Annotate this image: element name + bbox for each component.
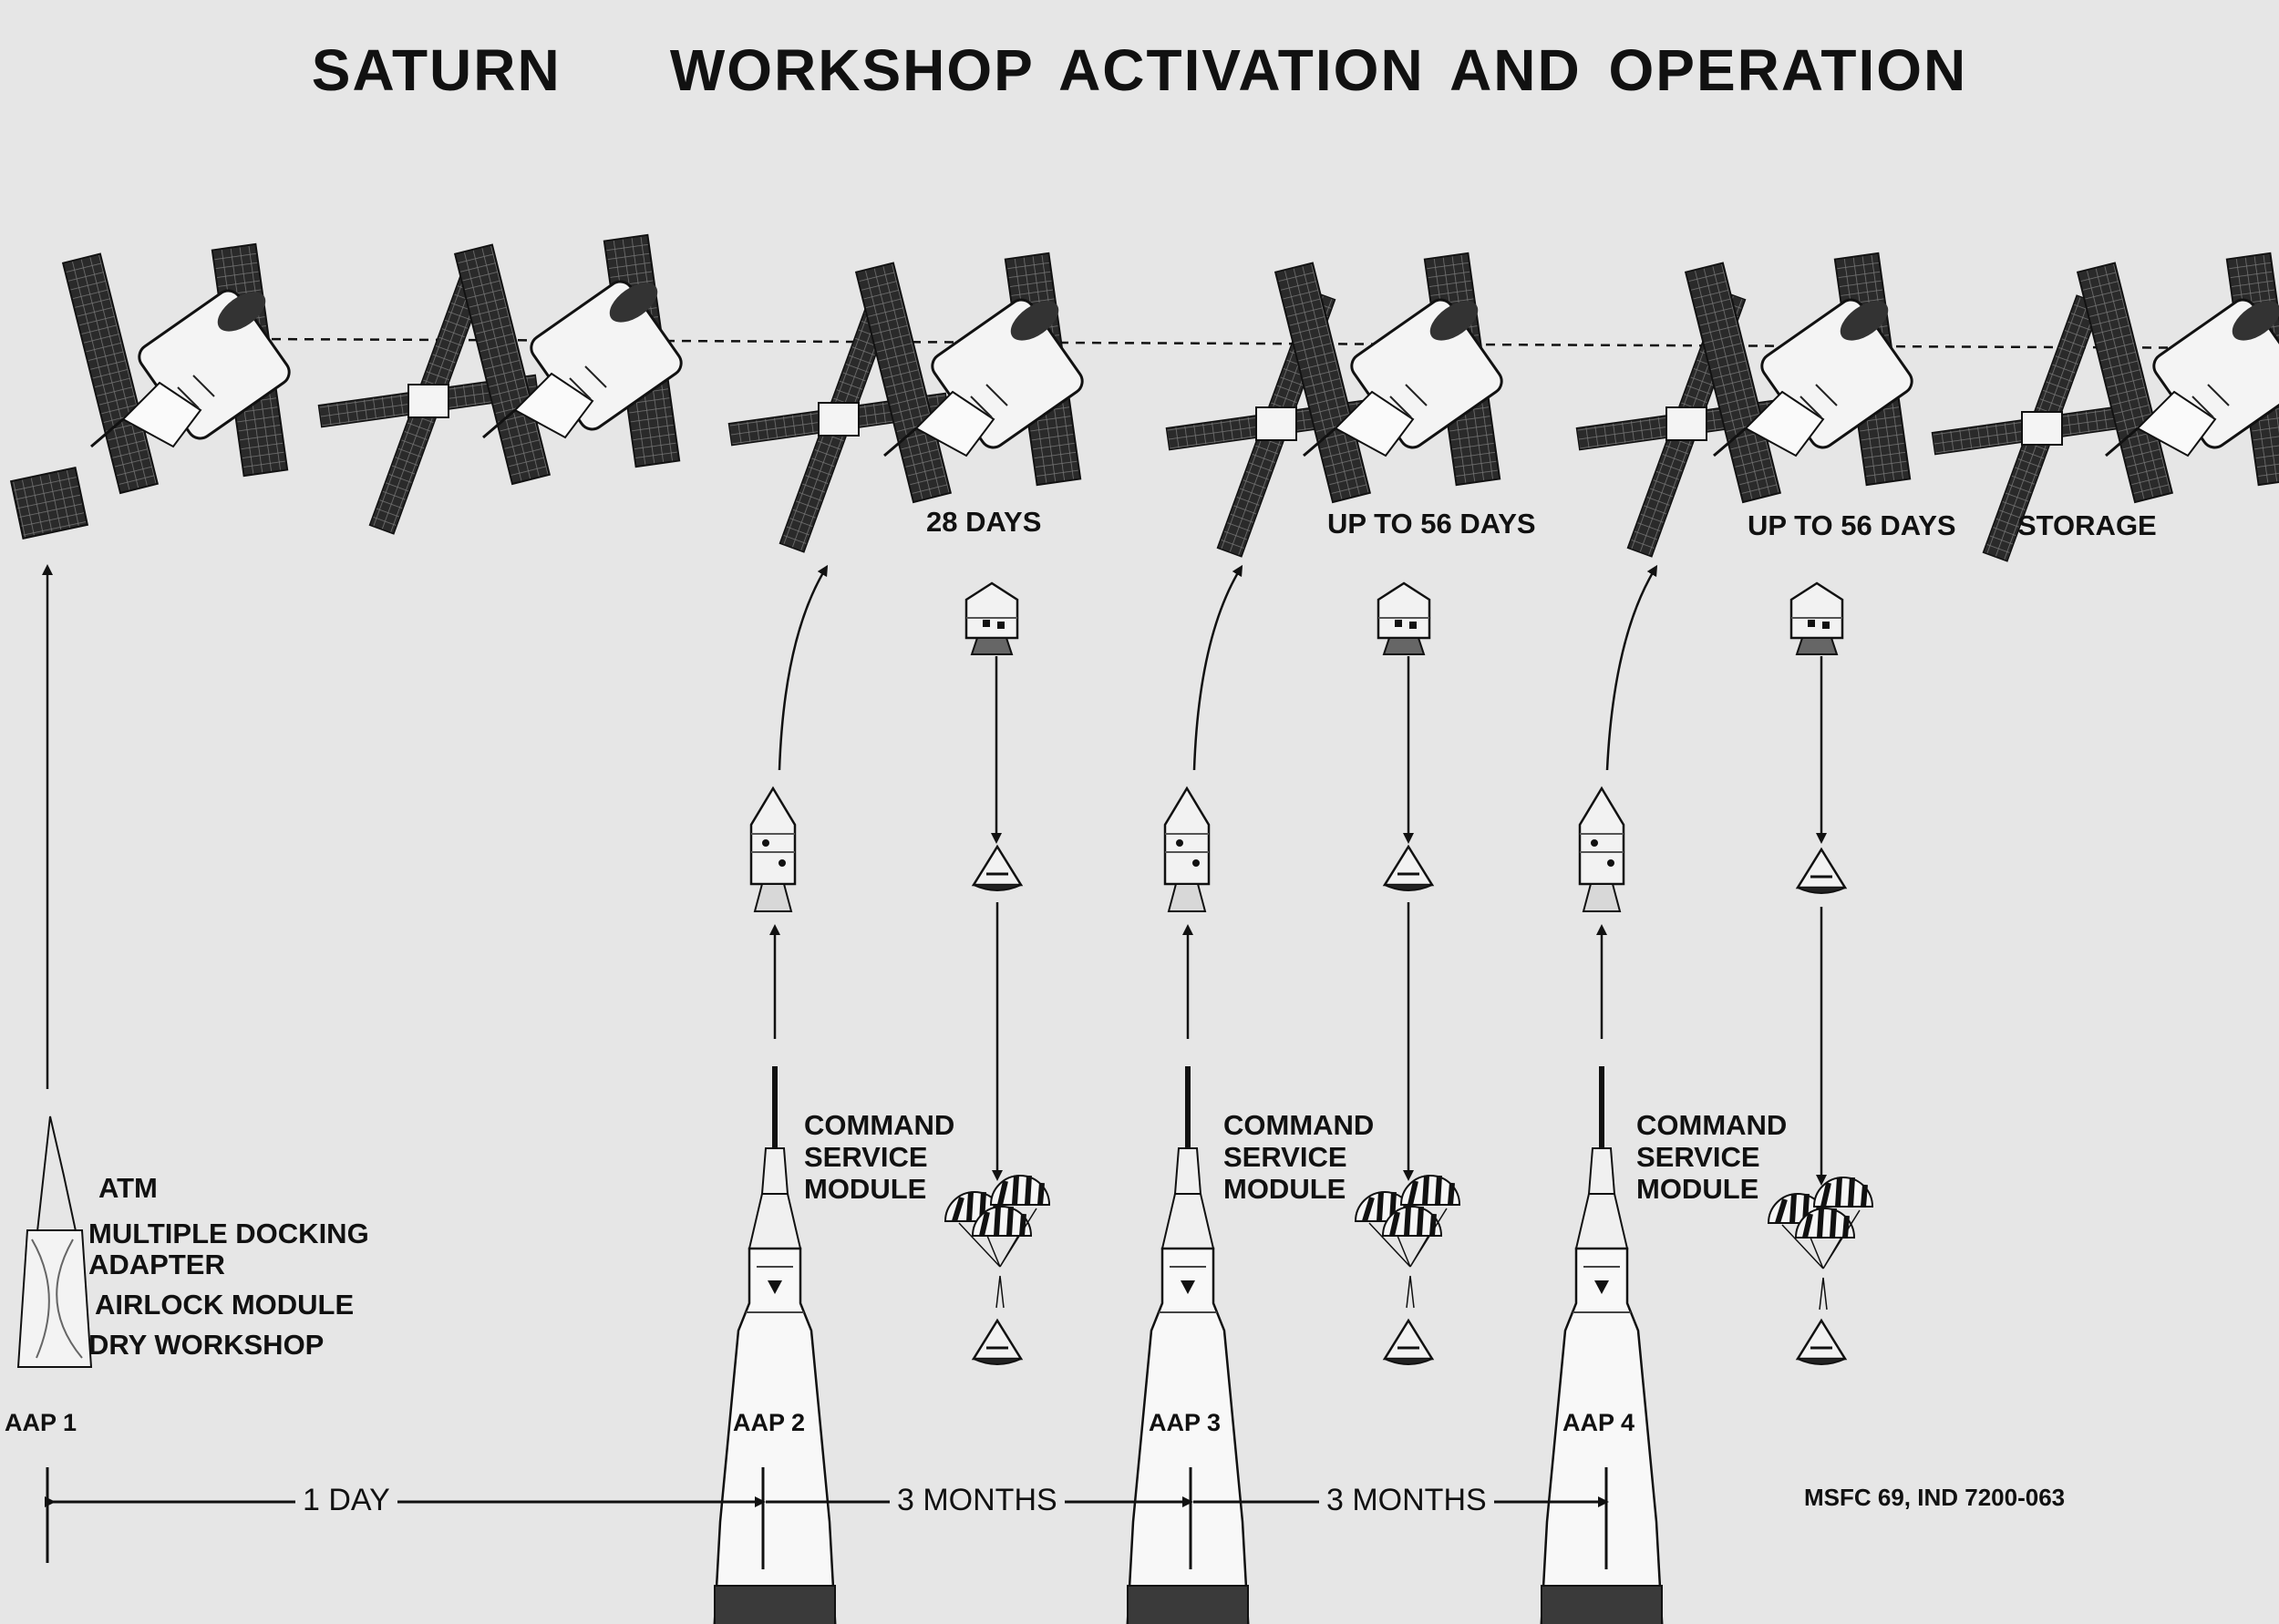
payload-label-mda: MULTIPLE DOCKING <box>88 1218 369 1249</box>
csm-label-line-module: MODULE <box>1636 1173 1759 1205</box>
duration-label-up-to-56-days-2: UP TO 56 DAYS <box>1748 509 1956 541</box>
payload-label-atm: ATM <box>98 1172 158 1204</box>
mission-label-aap1: AAP 1 <box>5 1409 77 1436</box>
csm-label-line-command: COMMAND <box>1636 1109 1788 1141</box>
csm-label-aap2 <box>804 1109 954 1205</box>
credit-line: MSFC 69, IND 7200-063 <box>1804 1484 2066 1511</box>
csm-label-line-service: SERVICE <box>804 1141 928 1173</box>
payload-label-workshop: DRY WORKSHOP <box>88 1329 325 1361</box>
csm-label-line-service: SERVICE <box>1636 1141 1760 1173</box>
payload-label-adapter: ADAPTER <box>88 1249 225 1280</box>
mission-label-aap3: AAP 3 <box>1149 1409 1222 1436</box>
csm-label-line-command: COMMAND <box>1223 1109 1375 1141</box>
payload-label-airlock: AIRLOCK MODULE <box>95 1289 355 1321</box>
duration-label-storage: STORAGE <box>2017 509 2157 541</box>
mission-label-aap2: AAP 2 <box>733 1409 806 1436</box>
duration-label-up-to-56-days-1: UP TO 56 DAYS <box>1327 508 1536 540</box>
csm-label-line-module: MODULE <box>804 1173 927 1205</box>
timeline-label-3-months-1: 3 MONTHS <box>890 1483 1065 1518</box>
csm-label-aap3 <box>1223 1109 1374 1205</box>
csm-label-line-command: COMMAND <box>804 1109 955 1141</box>
diagram-title: SATURN WORKSHOP ACTIVATION AND OPERATION <box>311 37 1968 103</box>
duration-label-28-days: 28 DAYS <box>926 506 1042 538</box>
csm-label-line-service: SERVICE <box>1223 1141 1347 1173</box>
mission-label-aap4: AAP 4 <box>1562 1409 1635 1436</box>
csm-label-line-module: MODULE <box>1223 1173 1346 1205</box>
csm-label-aap4 <box>1636 1109 1787 1205</box>
timeline-label-1-day: 1 DAY <box>295 1483 397 1518</box>
timeline-label-3-months-2: 3 MONTHS <box>1319 1483 1494 1518</box>
